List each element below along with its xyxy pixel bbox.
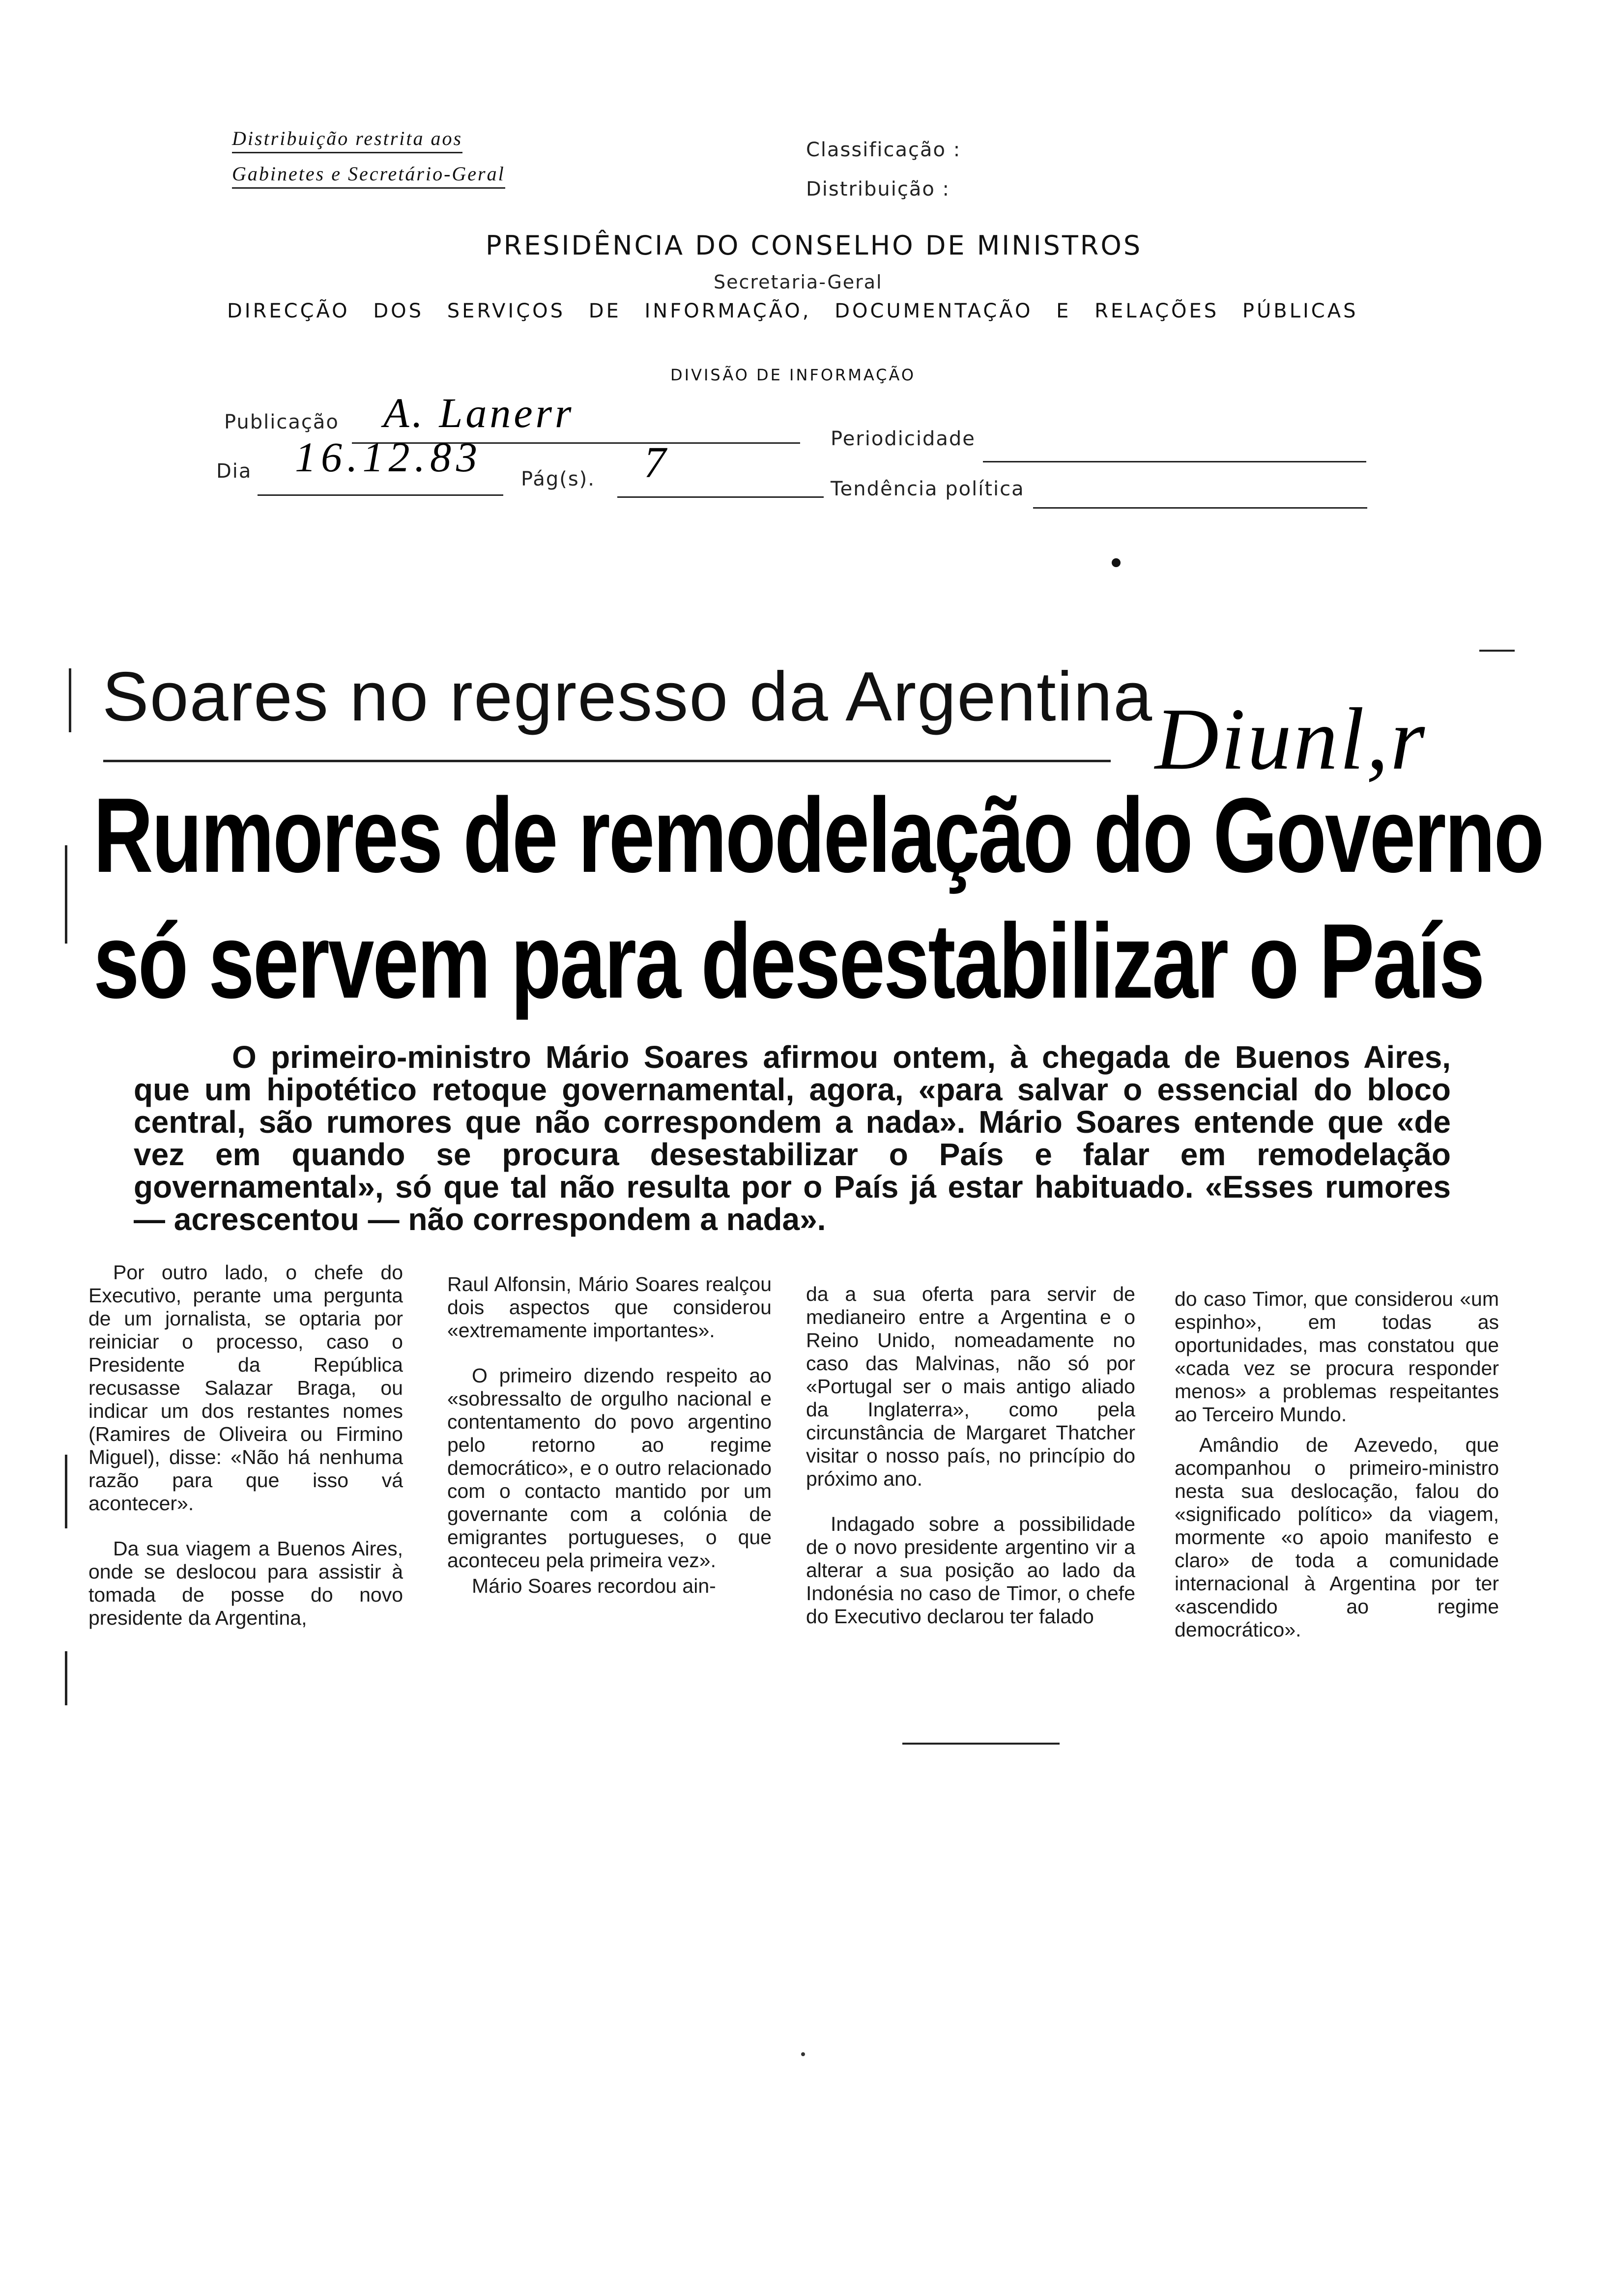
dia-label: Dia [216, 460, 252, 483]
distribuicao-label: Distribuição : [806, 178, 950, 201]
article-column-1 [88, 1261, 403, 1652]
periodicidade-label: Periodicidade [831, 428, 976, 450]
left-edge-mark-2 [65, 845, 67, 944]
article-end-rule [902, 1743, 1060, 1745]
bottom-dot [801, 2052, 805, 2056]
pags-handwritten: 7 [644, 438, 666, 487]
direccao-line: DIRECÇÃO DOS SERVIÇOS DE INFORMAÇÃO, DOCUMENTAÇÃO E RELAÇÕES PÚBLICAS [227, 300, 1358, 322]
publicacao-label: Publicação [224, 411, 339, 433]
pags-line [617, 496, 824, 498]
column-4-paragraph-2: Amândio de Azevedo, que acompanhou o primeiro-ministro nesta sua deslocação, falou do «significado político» da viagem, mormente «o apoio manifesto e claro» de toda a comunidade internacional à Argentina por ter «ascendido ao regime democrático». [1175, 1434, 1499, 1641]
dia-handwritten: 16.12.83 [295, 433, 482, 481]
left-edge-mark-1 [69, 668, 71, 732]
column-3-paragraph-2: Indagado sobre a possibilidade de o novo presidente argentino vir a alterar a sua posição ao lado da Indonésia no caso de Timor, o chefe do Executivo declarou ter falado [806, 1513, 1135, 1628]
left-edge-mark-4 [65, 1651, 67, 1705]
periodicidade-line [983, 461, 1366, 462]
column-1-paragraph-2: Da sua viagem a Buenos Aires, onde se deslocou para assistir à tomada de posse do novo presidente da Argentina, [88, 1537, 403, 1629]
column-2-paragraph-2: O primeiro dizendo respeito ao «sobressalto de orgulho nacional e contentamento do povo argentino pelo retorno ao regime democrático», e o outro relacionado com o contacto mantido por um governante com a colónia de emigrantes portugueses, o que aconteceu pela primeira vez». [447, 1364, 772, 1572]
article-kicker: Soares no regresso da Argentina [102, 658, 1153, 736]
column-2-paragraph-3: Mário Soares recordou ain- [472, 1575, 716, 1597]
column-3-paragraph-1: da a sua oferta para servir de medianeiro entre a Argentina e o Reino Unido, nomeadamente no caso das Malvinas, não só por «Portugal ser o mais antigo aliado da Inglaterra», como pela circunstância de Margaret Thatcher visitar o nosso país, no princípio do próximo ano. [806, 1283, 1135, 1490]
headline-line2: só servem para desestabilizar o País [93, 901, 1484, 1020]
pags-label: Pág(s). [521, 468, 595, 490]
top-right-dash [1479, 650, 1515, 652]
secretaria-label: Secretaria-Geral [714, 271, 883, 293]
headline-line1: Rumores de remodelação do Governo [93, 775, 1543, 894]
article-lead: O primeiro-ministro Mário Soares afirmou ontem, à chegada de Buenos Aires, que um hipotético retoque governamental, agora, «para salvar o essencial do bloco central, são rumores que não correspondem a nada». Mário Soares entende que «de vez em quando se procura desestabilizar o País e falar em remodelação governamental», só que tal não resulta por o País já estar habituado. «Esses rumores — acrescentou — não correspondem a nada». [134, 1039, 1451, 1237]
column-2-paragraph-1: Raul Alfonsin, Mário Soares realçou dois aspectos que considerou «extremamente importantes». [447, 1273, 772, 1342]
article-column-4 [1175, 1288, 1499, 1664]
article-column-3 [806, 1283, 1135, 1650]
tendencia-line [1033, 507, 1367, 509]
dia-line [258, 494, 503, 496]
divisao-label: DIVISÃO DE INFORMAÇÃO [670, 366, 916, 384]
column-4-paragraph-1: do caso Timor, que considerou «um espinho», em todas as oportunidades, mas constatou que «cada vez se procura responder menos» a problemas respeitantes ao Terceiro Mundo. [1175, 1288, 1499, 1426]
tendencia-label: Tendência política [831, 478, 1025, 500]
org-title: PRESIDÊNCIA DO CONSELHO DE MINISTROS [486, 230, 1143, 261]
handwritten-publication-note: Diunl,r [1155, 690, 1427, 788]
ink-dot [1112, 558, 1121, 567]
classificacao-label: Classificação : [806, 139, 961, 161]
article-column-2 [447, 1273, 772, 1620]
restricted-distribution-line2: Gabinetes e Secretário-Geral [232, 162, 505, 189]
kicker-underline [103, 760, 1111, 762]
column-1-paragraph-1: Por outro lado, o chefe do Executivo, perante uma pergunta de um jornalista, se optaria por reiniciar o processo, caso o Presidente da República recusasse Salazar Braga, ou indicar um dos restantes nomes (Ramires de Oliveira ou Firmino Miguel), disse: «Não há nenhuma razão para que isso vá acontecer». [88, 1261, 403, 1515]
restricted-distribution-line1: Distribuição restrita aos [232, 127, 462, 153]
publicacao-handwritten: A. Lanerr [383, 389, 575, 436]
left-edge-mark-3 [65, 1455, 67, 1528]
